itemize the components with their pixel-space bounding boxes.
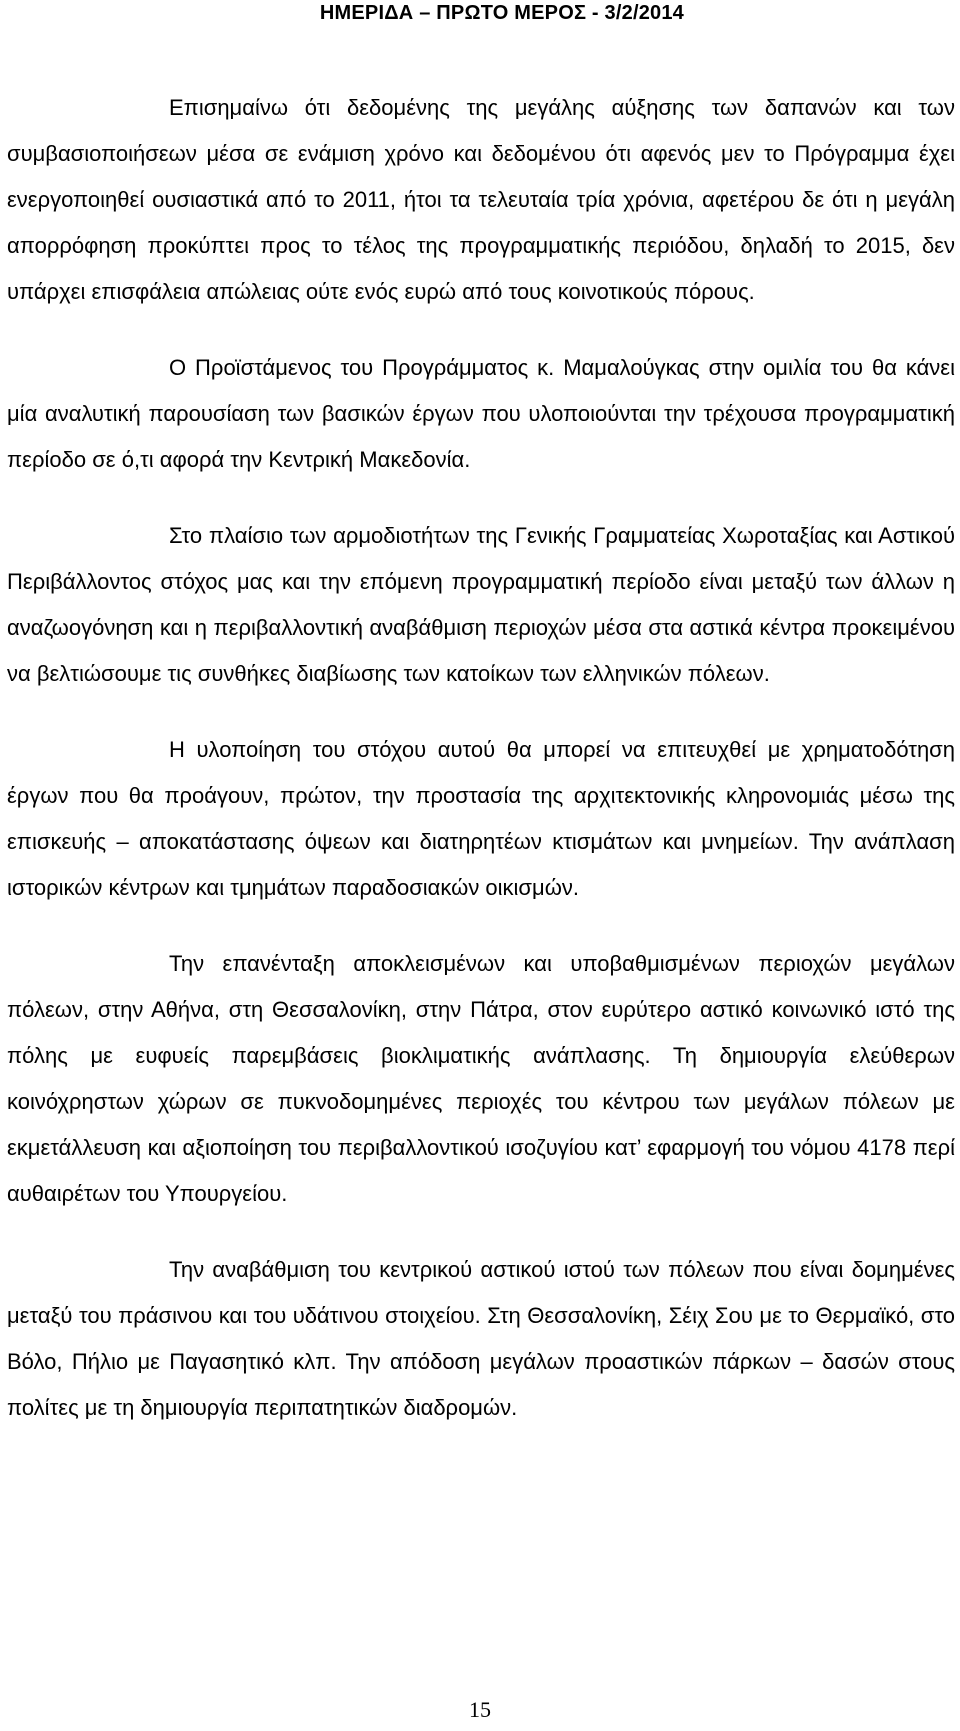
paragraph: Την αναβάθμιση του κεντρικού αστικού ιστού των πόλεων που είναι δομημένες μεταξύ του πράσινου και του υδάτινου στοιχείου. Στη Θεσσαλονίκη, Σέιχ Σου με το Θερμαϊκό, στο Βόλο, Πήλιο με Παγασητικό κλπ. Την απόδοση μεγάλων προαστικών πάρκων – δασών στους πολίτες με τη δημιουργία περιπατητικών διαδρομών. — [7, 1257, 955, 1420]
document-header: ΗΜΕΡΙΔΑ – ΠΡΩΤΟ ΜΕΡΟΣ - 3/2/2014 — [319, 2, 684, 24]
paragraph: Στο πλαίσιο των αρμοδιοτήτων της Γενικής Γραμματείας Χωροταξίας και Αστικού Περιβάλλοντος στόχος μας και την επόμενη προγραμματική περίοδο είναι μεταξύ των άλλων η αναζωογόνηση και η περιβαλλοντική αναβάθμιση περιοχών μέσα στα αστικά κέντρα προκειμένου να βελτιώσουμε τις συνθήκες διαβίωσης των κατοίκων των ελληνικών πόλεων. — [7, 523, 955, 686]
paragraph: Την επανένταξη αποκλεισμένων και υποβαθμισμένων περιοχών μεγάλων πόλεων, στην Αθήνα, στη Θεσσαλονίκη, στην Πάτρα, στον ευρύτερο αστικό κοινωνικό ιστό της πόλης με ευφυείς παρεμβάσεις βιοκλιματικής ανάπλασης. Τη δημιουργία ελεύθερων κοινόχρηστων χώρων σε πυκνοδομημένες περιοχές του κέντρου των μεγάλων πόλεων με εκμετάλλευση και αξιοποίηση του περιβαλλοντικού ισοζυγίου κατ’ εφαρμογή του νόμου 4178 περί αυθαιρέτων του Υπουργείου. — [7, 951, 955, 1206]
paragraph: Ο Προϊστάμενος του Προγράμματος κ. Μαμαλούγκας στην ομιλία του θα κάνει μία αναλυτική παρουσίαση των βασικών έργων που υλοποιούνται την τρέχουσα προγραμματική περίοδο σε ό,τι αφορά την Κεντρική Μακεδονία. — [7, 355, 955, 472]
paragraph: Επισημαίνω ότι δεδομένης της μεγάλης αύξησης των δαπανών και των συμβασιοποιήσεων μέσα σε ενάμιση χρόνο και δεδομένου ότι αφενός μεν το Πρόγραμμα έχει ενεργοποιηθεί ουσιαστικά από το 2011, ήτοι τα τελευταία τρία χρόνια, αφετέρου δε ότι η μεγάλη απορρόφηση προκύπτει προς το τέλος της προγραμματικής περιόδου, δηλαδή το 2015, δεν υπάρχει επισφάλεια απώλειας ούτε ενός ευρώ από τους κοινοτικούς πόρους. — [7, 95, 955, 304]
paragraph: Η υλοποίηση του στόχου αυτού θα μπορεί να επιτευχθεί με χρηματοδότηση έργων που θα προάγουν, πρώτον, την προστασία της αρχιτεκτονικής κληρονομιάς μέσω της επισκευής – αποκατάστασης όψεων και διατηρητέων κτισμάτων και μνημείων. Την ανάπλαση ιστορικών κέντρων και τμημάτων παραδοσιακών οικισμών. — [7, 737, 955, 900]
document-body — [7, 85, 955, 1461]
page-number: 15 — [469, 1697, 491, 1722]
